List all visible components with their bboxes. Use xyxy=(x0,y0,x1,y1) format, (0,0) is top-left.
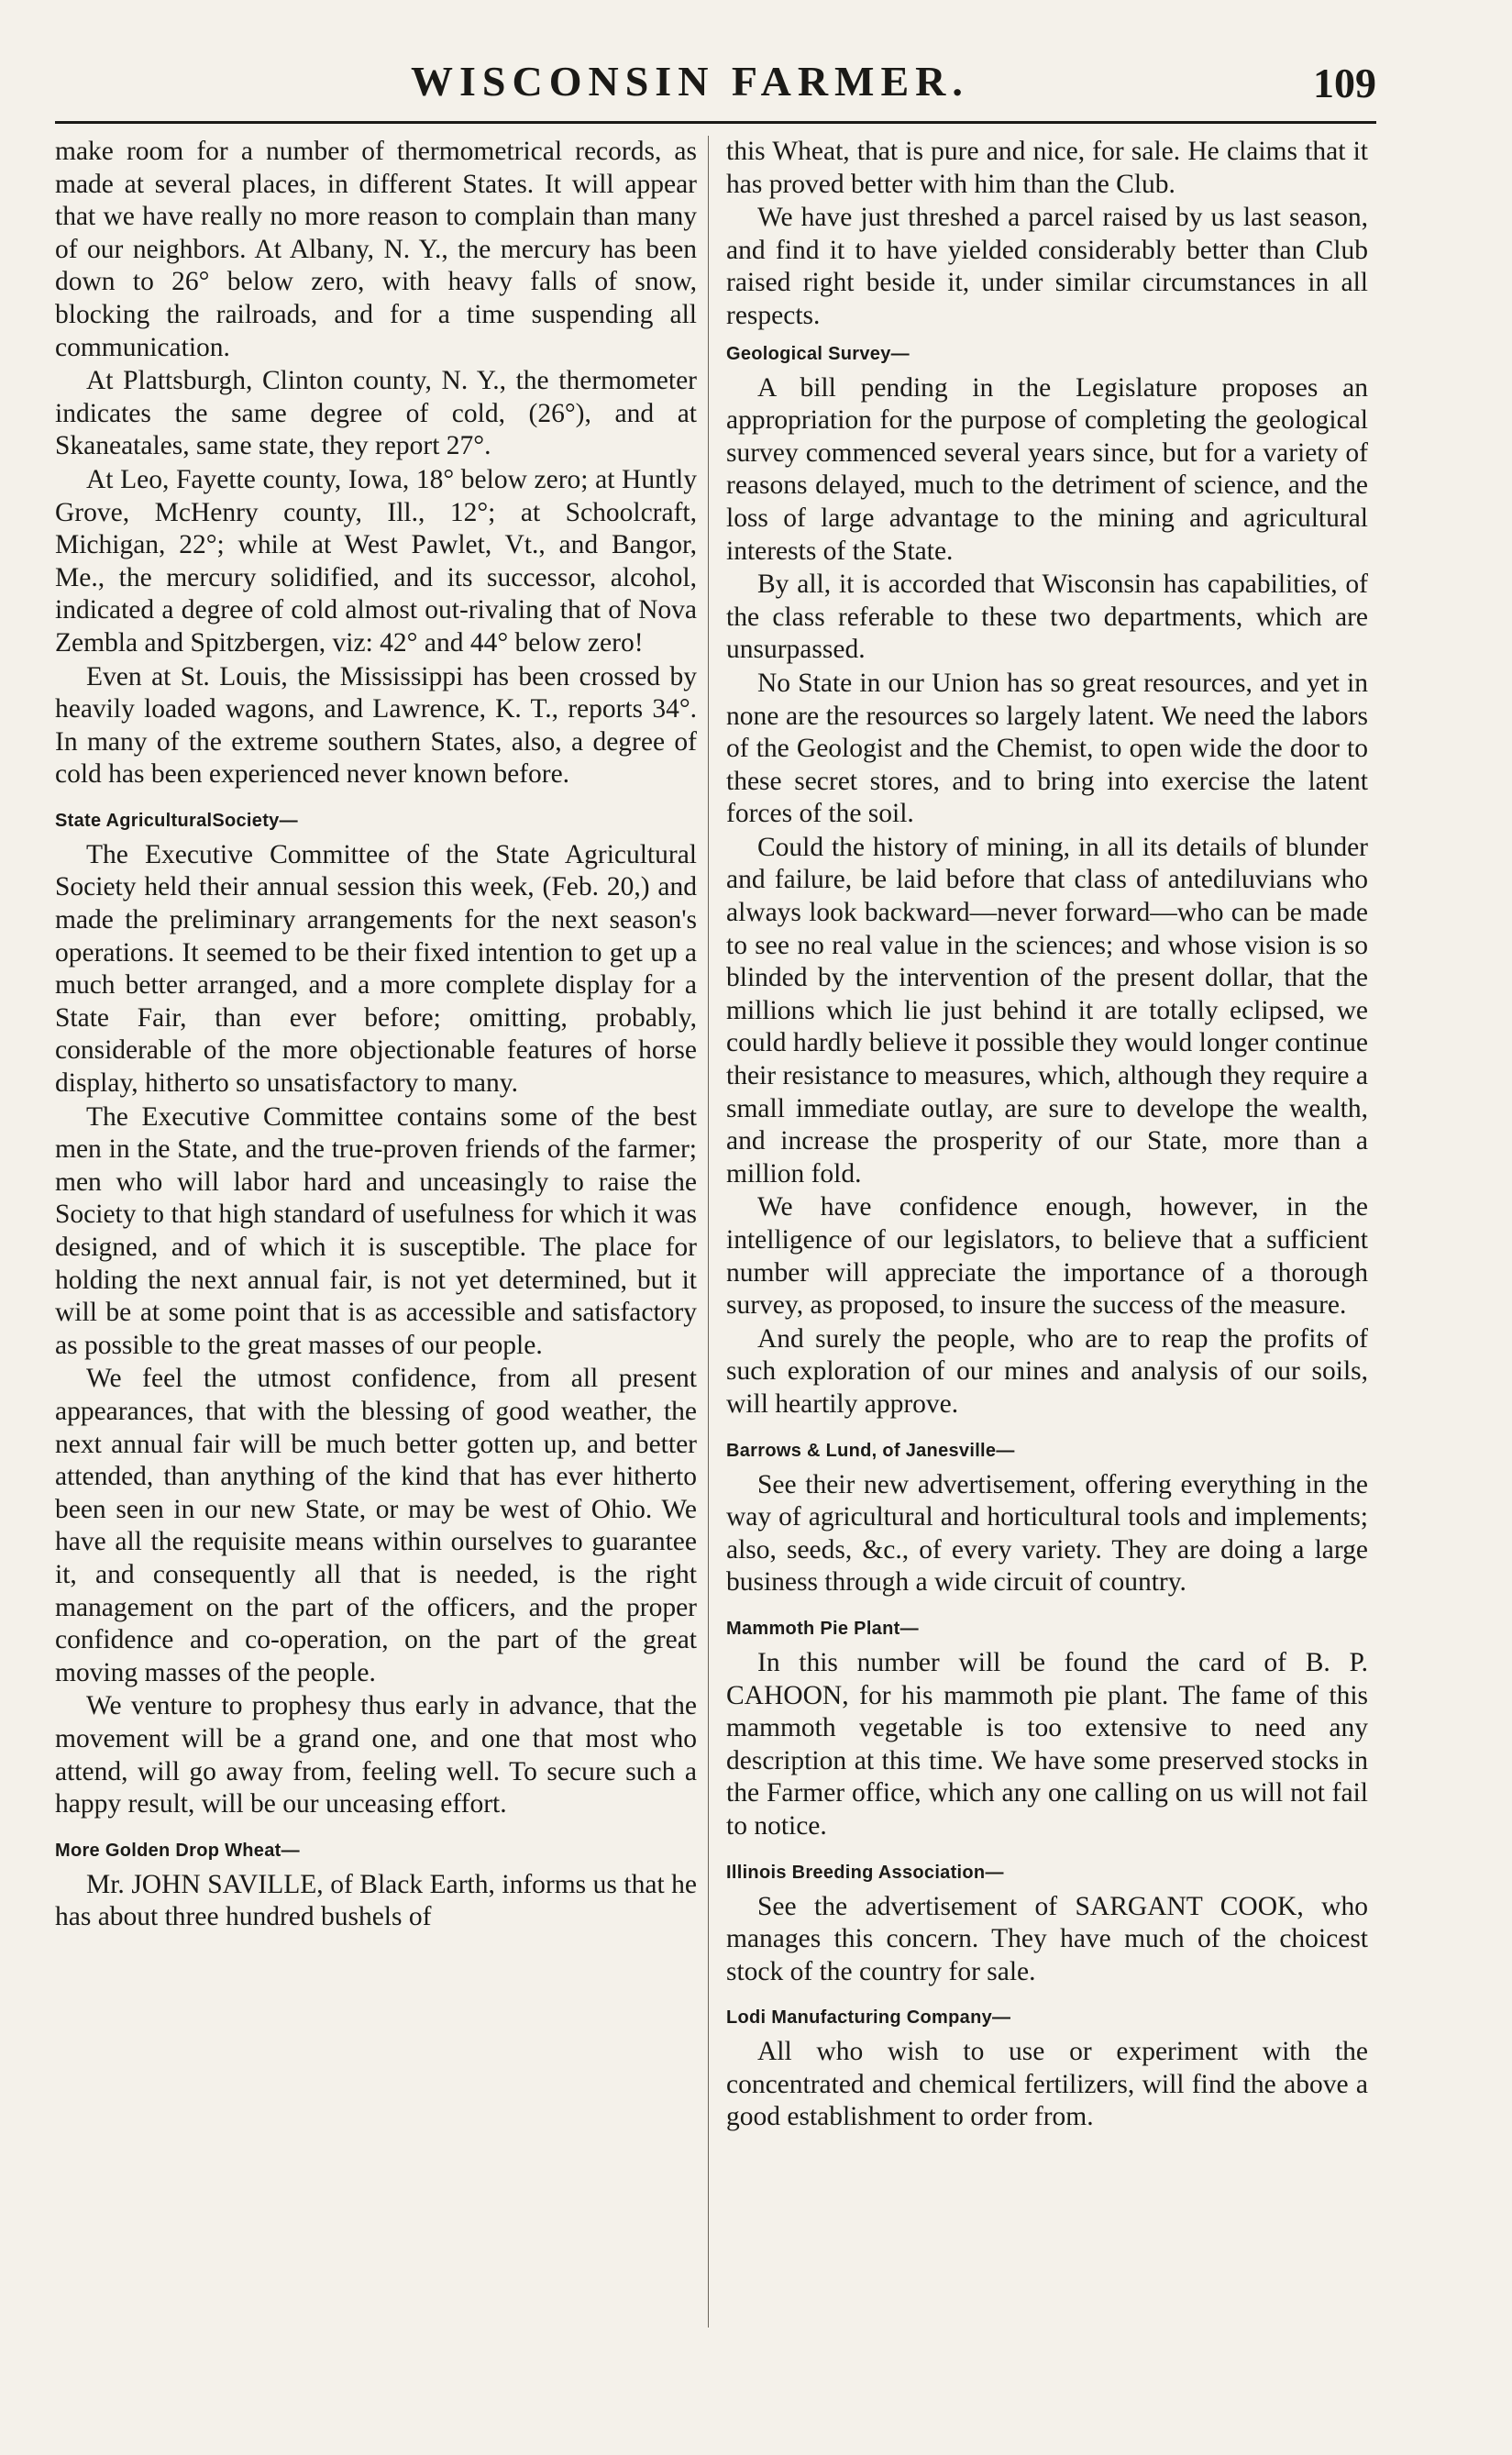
paragraph: See the advertisement of SARGANT COOK, who manages this concern. They have much of the choicest stock of the country for sale. xyxy=(726,1891,1368,1986)
paragraph: make room for a number of thermometrical records, as made at several places, in different States. It will appear that we have really no more reason to complain than many of our neighbors. At Albany, N. Y., the mercury has been down to 26° below zero, with heavy falls of snow, blocking the railroads, and for a time suspending all communication. xyxy=(55,137,697,362)
right-column xyxy=(726,136,1368,2135)
paragraph: In this number will be found the card of B. P. CAHOON, for his mammoth pie plant. The fame of this mammoth vegetable is too extensive to need any description at this time. We have some preserved stocks in the Farmer office, which any one calling on us will not fail to notice. xyxy=(726,1647,1368,1841)
paragraph: this Wheat, that is pure and nice, for sale. He claims that it has proved better with him than the Club. xyxy=(726,137,1368,199)
left-column xyxy=(55,136,697,1935)
section-heading-barrows-lund: Barrows & Lund, of Janesville— xyxy=(726,1440,1015,1461)
paragraph: We have confidence enough, however, in the intelligence of our legislators, to believe that a sufficient number will appreciate the importance of a thorough survey, as proposed, to insure the success of the measure. xyxy=(726,1192,1368,1321)
section-heading-golden-drop-wheat: More Golden Drop Wheat— xyxy=(55,1840,300,1861)
column-divider xyxy=(708,136,709,2328)
paragraph: The Executive Committee contains some of the best men in the State, and the true-proven friends of the farmer; men who will labor hard and unceasingly to raise the Society to that high standard of usefulness for which it was designed, and of which it is susceptible. The place for holding the next annual fair, is not yet determined, but it will be at some point that is as accessible and satisfactory as possible to the great masses of our people. xyxy=(55,1101,697,1360)
paragraph: At Plattsburgh, Clinton county, N. Y., the thermometer indicates the same degree of cold, (26°), and at Skaneatales, same state, they report 27°. xyxy=(55,366,697,461)
running-title: WISCONSIN FARMER. xyxy=(411,58,969,105)
paragraph: All who wish to use or experiment with the concentrated and chemical fertilizers, will find the above a good establishment to order from. xyxy=(726,2037,1368,2132)
paragraph: Could the history of mining, in all its details of blunder and failure, be laid before that class of antediluvians who always look backward—never forward—who can be made to see no real value in the sciences; and whose vision is so blinded by the intervention of the present dollar, that the millions which lie just behind it are totally eclipsed, we could hardly believe it possible they would longer continue their resistance to measures, which, although they require a small immediate outlay, are sure to develope the wealth, and increase the prosperity of our State, more than a million fold. xyxy=(726,832,1368,1189)
section-heading-illinois-breeding: Illinois Breeding Association— xyxy=(726,1862,1004,1883)
page-number: 109 xyxy=(1313,60,1376,106)
paragraph: A bill pending in the Legislature proposes an appropriation for the purpose of completing the geological survey commenced several years since, but for a variety of reasons delayed, much to the detriment of science, and the loss of large advantage to the mining and agricultural interests of the State. xyxy=(726,372,1368,566)
paragraph: We feel the utmost confidence, from all present appearances, that with the blessing of good weather, the next annual fair will be much better gotten up, and better attended, than anything of the kind that has ever hitherto been seen in our new State, or may be west of Ohio. We have all the requisite means within ourselves to guarantee it, and consequently all that is needed, is the right management on the part of the officers, and the proper confidence and co-operation, on the part of the great moving masses of the people. xyxy=(55,1364,697,1687)
section-heading-state-agricultural-society: State AgriculturalSociety— xyxy=(55,810,298,831)
section-heading-lodi-manufacturing: Lodi Manufacturing Company— xyxy=(726,2007,1011,2029)
paragraph: Even at St. Louis, the Mississippi has been crossed by heavily loaded wagons, and Lawrence, K. T., reports 34°. In many of the extreme southern States, also, a degree of cold has been experienced never known before. xyxy=(55,661,697,790)
paragraph: No State in our Union has so great resources, and yet in none are the resources so largely latent. We need the labors of the Geologist and the Chemist, to open wide the door to these secret stores, and to bring into exercise the latent forces of the soil. xyxy=(726,668,1368,829)
paragraph: By all, it is accorded that Wisconsin has capabilities, of the class referable to these two departments, which are unsurpassed. xyxy=(726,570,1368,665)
section-heading-geological-survey: Geological Survey— xyxy=(726,343,910,364)
paragraph: See their new advertisement, offering everything in the way of agricultural and horticultural tools and implements; also, seeds, &c., of every variety. They are doing a large business through a wide circuit of country. xyxy=(726,1469,1368,1598)
paragraph: At Leo, Fayette county, Iowa, 18° below zero; at Huntly Grove, McHenry county, Ill., 12°; at Schoolcraft, Michigan, 22°; while at West Pawlet, Vt., and Bangor, Me., the mercury solidified, and its successor, alcohol, indicated a degree of cold almost out-rivaling that of Nova Zembla and Spitzbergen, viz: 42° and 44° below zero! xyxy=(55,464,697,658)
paragraph: And surely the people, who are to reap the profits of such exploration of our mines and analysis of our soils, will heartily approve. xyxy=(726,1323,1368,1419)
header-rule xyxy=(55,121,1376,124)
paragraph: Mr. JOHN SAVILLE, of Black Earth, informs us that he has about three hundred bushels of xyxy=(55,1869,697,1932)
page-header xyxy=(0,0,1512,138)
section-heading-mammoth-pie-plant: Mammoth Pie Plant— xyxy=(726,1618,919,1639)
paragraph: The Executive Committee of the State Agricultural Society held their annual session this week, (Feb. 20,) and made the preliminary arrangements for the next season's operations. It seemed to be their fixed intention to get up a much better arranged, and a more complete display for a State Fair, than ever before; omitting, probably, considerable of the more objectionable features of horse display, hitherto so unsatisfactory to many. xyxy=(55,839,697,1099)
paragraph: We venture to prophesy thus early in advance, that the movement will be a grand one, and one that most who attend, will go away from, feeling well. To secure such a happy result, will be our unceasing effort. xyxy=(55,1691,697,1819)
paragraph: We have just threshed a parcel raised by us last season, and find it to have yielded considerably better than Club raised right beside it, under similar circumstances in all respects. xyxy=(726,203,1368,330)
